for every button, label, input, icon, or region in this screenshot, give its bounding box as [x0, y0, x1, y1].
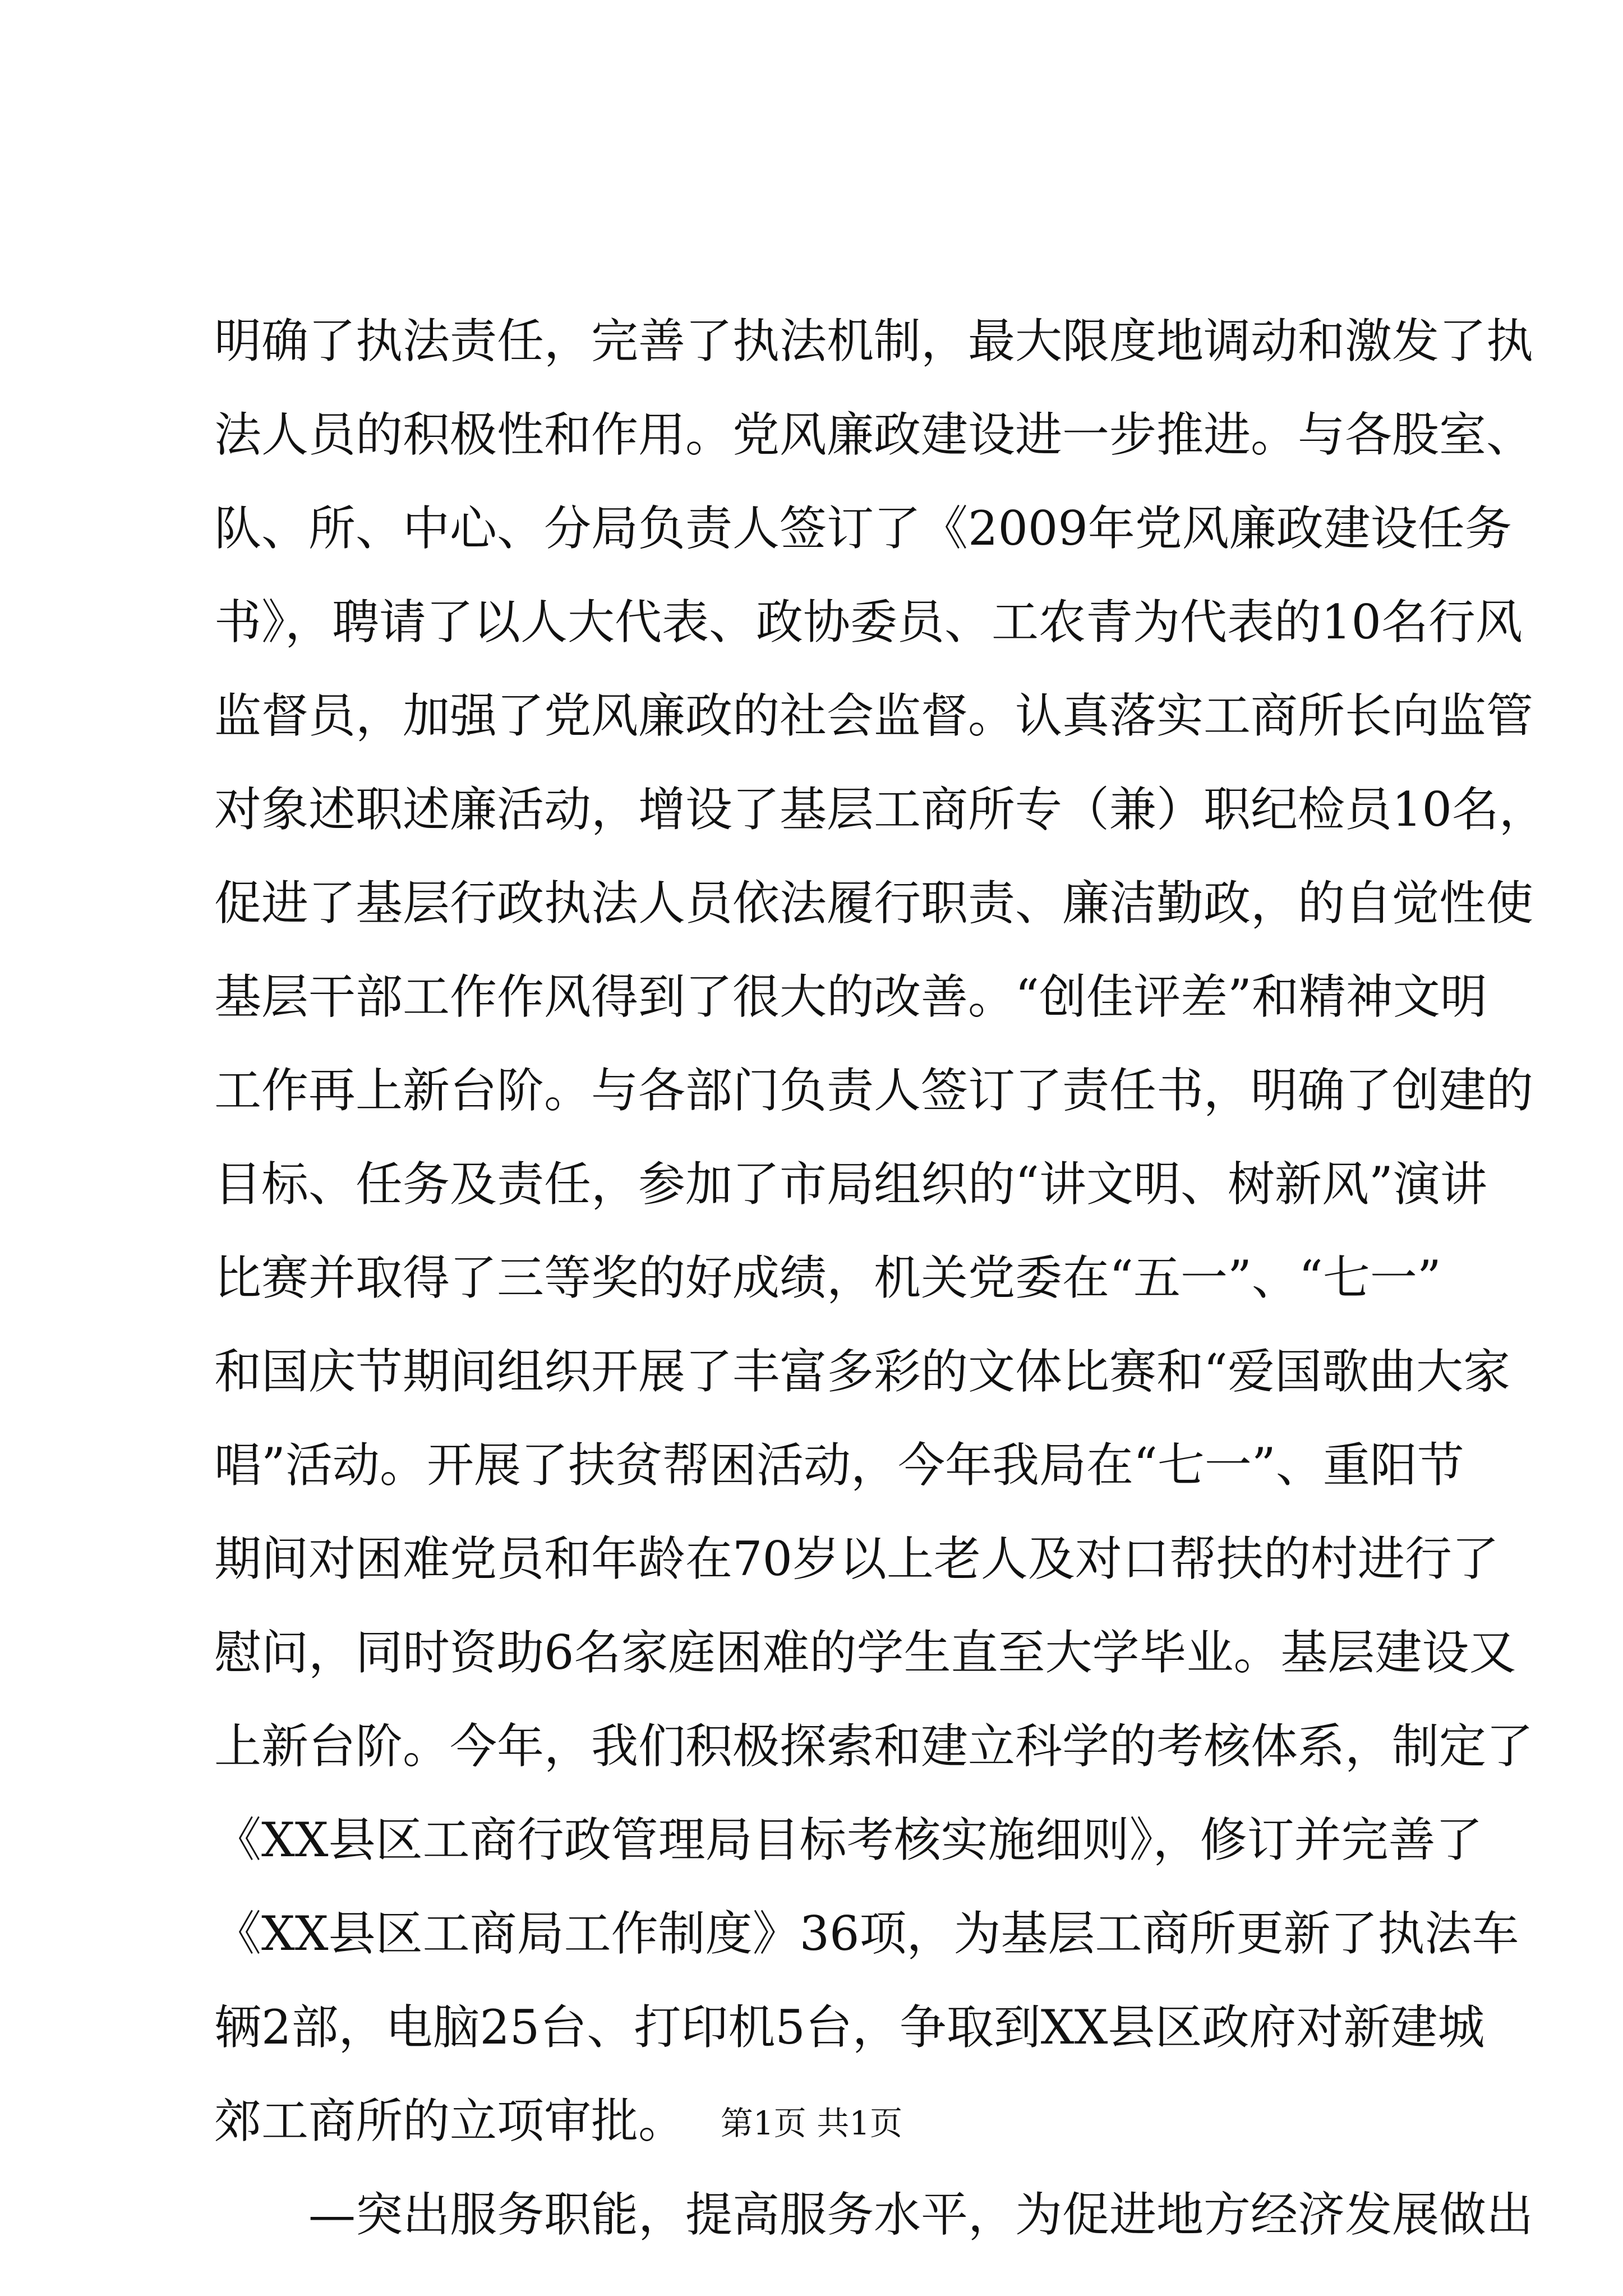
text-line: 工作再上新台阶。与各部门负责人签订了责任书，明确了创建的: [214, 1063, 1534, 1118]
text-line: 队、所、中心、分局负责人签订了《2009年党风廉政建设任务: [214, 501, 1512, 556]
text-line: 法人员的积极性和作用。党风廉政建设进一步推进。与各股室、: [214, 407, 1534, 462]
text-line: 《XX县区工商局工作制度》36项，为基层工商所更新了执法车: [214, 1906, 1519, 1961]
text-line: 明确了执法责任，完善了执法机制，最大限度地调动和激发了执: [214, 314, 1534, 369]
text-line: 唱”活动。开展了扶贫帮困活动，今年我局在“七一”、重阳节: [214, 1438, 1464, 1493]
text-line: 监督员，加强了党风廉政的社会监督。认真落实工商所长向监管: [214, 688, 1534, 743]
text-line: 对象述职述廉活动，增设了基层工商所专（兼）职纪检员10名，: [214, 782, 1546, 837]
text-line: 郊工商所的立项审批。: [214, 2093, 686, 2148]
text-line: 《XX县区工商行政管理局目标考核实施细则》，修订并完善了: [214, 1812, 1483, 1867]
text-line: 期间对困难党员和年龄在70岁以上老人及对口帮扶的村进行了: [214, 1531, 1499, 1586]
text-line: 促进了基层行政执法人员依法履行职责、廉洁勤政，的自觉性使: [214, 876, 1534, 931]
page-footer: 第1页 共1页: [720, 2104, 903, 2142]
text-line: 基层干部工作作风得到了很大的改善。“创佳评差”和精神文明: [214, 969, 1487, 1024]
text-line: 书》，聘请了以人大代表、政协委员、工农青为代表的10名行风: [214, 595, 1523, 650]
text-line: 慰问，同时资助6名家庭困难的学生直至大学毕业。基层建设又: [214, 1625, 1516, 1680]
text-line: 比赛并取得了三等奖的好成绩，机关党委在“五一”、“七一”: [214, 1250, 1441, 1305]
body-text: [214, 295, 1546, 2262]
text-line: 目标、任务及责任，参加了市局组织的“讲文明、树新风”演讲: [214, 1157, 1487, 1212]
text-line: 和国庆节期间组织开展了丰富多彩的文体比赛和“爱国歌曲大家: [214, 1344, 1510, 1399]
text-line: 上新台阶。今年，我们积极探索和建立科学的考核体系，制定了: [214, 1719, 1534, 1774]
paragraph-2-line: —突出服务职能，提高服务水平，为促进地方经济发展做出: [308, 2187, 1534, 2242]
text-line: 辆2部，电脑25台、打印机5台，争取到XX县区政府对新建城: [214, 2000, 1485, 2055]
